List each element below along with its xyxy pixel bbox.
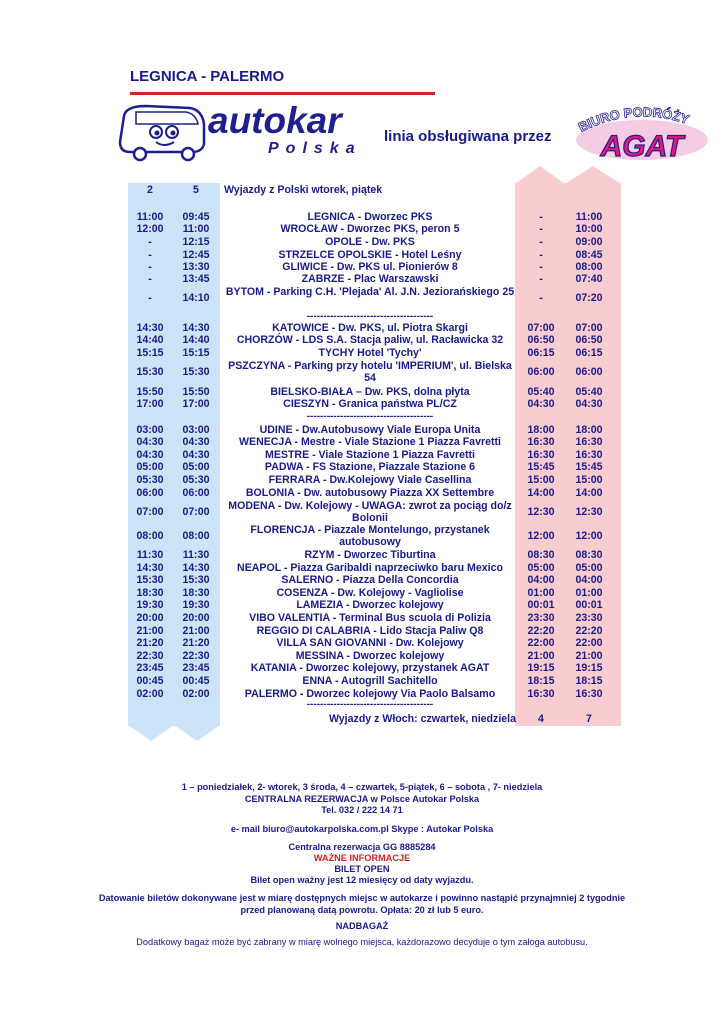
stop-name: RZYM - Dworzec Tiburtina [304,549,436,561]
stop-name: VILLA SAN GIOVANNI - Dw. Kolejowy [276,637,464,649]
return-time-a: - [539,223,543,235]
outbound-time-b: 14:40 [182,334,210,346]
stop-name: FLORENCJA - Piazzale Montelungo, przystanek autobusowy [250,524,490,548]
return-time-b: 00:01 [575,599,603,611]
stop-name: BYTOM - Parking C.H. 'Plejada' Al. J.N. Jeziorańskiego 25 [225,286,515,298]
outbound-time-b: 23:45 [182,662,210,674]
autokar-polska-logo [116,100,366,162]
outbound-time-b: 04:30 [182,449,210,461]
return-time-b: 15:45 [575,461,603,473]
return-time-b: 19:15 [575,662,603,674]
outbound-time-a: 11:00 [136,211,164,223]
important-heading: WAŻNE INFORMACJE [313,853,411,863]
service-text: linia obsługiwana przez [384,128,552,145]
stop-name: MODENA - Dw. Kolejowy - UWAGA: zwrot za pociąg do/z Bolonii [228,500,512,524]
partner-name: AGAT [600,130,684,163]
return-time-b: 04:00 [575,574,603,586]
stop-name: BOLONIA - Dw. autobusowy Piazza XX Settembre [245,487,495,499]
outbound-time-b: 13:45 [182,273,210,285]
outbound-day-a: 2 [147,184,153,196]
return-time-b: 23:30 [575,612,603,624]
stop-name: OPOLE - Dw. PKS [325,236,415,248]
return-time-a: 16:30 [527,436,555,448]
return-time-b: 21:00 [575,650,603,662]
outbound-time-a: 23:45 [136,662,164,674]
outbound-time-a: 21:20 [136,637,164,649]
return-time-b: 05:00 [575,562,603,574]
outbound-time-a: 06:00 [136,487,164,499]
return-time-a: 06:50 [527,334,555,346]
return-time-b: 01:00 [575,587,603,599]
outbound-time-b: 03:00 [182,424,210,436]
return-time-b: 22:00 [575,637,603,649]
stop-name: ZABRZE - Plac Warszawski [301,273,439,285]
outbound-time-a: 15:30 [136,574,164,586]
return-time-b: 07:40 [575,273,603,285]
stop-name: GLIWICE - Dw. PKS ul. Pionierów 8 [282,261,458,273]
return-time-a: 06:00 [527,366,555,378]
return-time-b: 16:30 [575,449,603,461]
stop-name: PSZCZYNA - Parking przy hotelu 'IMPERIUM', ul. Bielska 54 [228,360,512,384]
luggage-heading: NADBAGAŻ [335,921,389,931]
outbound-time-a: 04:30 [136,436,164,448]
outbound-time-b: 18:30 [182,587,210,599]
return-time-a: 21:00 [527,650,555,662]
return-time-b: 08:00 [575,261,603,273]
return-time-a: 08:30 [527,549,555,561]
stop-name: CIESZYN - Granica państwa PL/CZ [283,398,457,410]
outbound-time-b: 21:20 [182,637,210,649]
return-time-a: 07:00 [527,322,555,334]
return-time-a: - [539,211,543,223]
return-time-a: 14:00 [527,487,555,499]
stop-name: ENNA - Autogrill Sachitello [302,675,438,687]
outbound-time-b: 14:30 [182,322,210,334]
outbound-time-a: - [148,273,152,285]
outbound-time-a: 15:30 [136,366,164,378]
outbound-time-a: 14:30 [136,322,164,334]
outbound-time-a: 17:00 [136,398,164,410]
outbound-time-b: 14:30 [182,562,210,574]
outbound-time-b: 13:30 [182,261,210,273]
stop-name: PADWA - FS Stazione, Piazzale Stazione 6 [264,461,476,473]
outbound-time-a: 20:00 [136,612,164,624]
email-skype: e- mail biuro@autokarpolska.com.pl Skype : Autokar Polska [230,824,494,834]
return-time-b: 08:30 [575,549,603,561]
outbound-time-a: - [148,249,152,261]
outbound-time-b: 00:45 [182,675,210,687]
outbound-time-b: 15:30 [182,366,210,378]
outbound-time-a: 15:15 [136,347,164,359]
return-time-a: 22:20 [527,625,555,637]
outbound-time-b: 09:45 [182,211,210,223]
brand-word: autokar [208,100,342,141]
return-time-b: 07:00 [575,322,603,334]
return-time-a: 15:45 [527,461,555,473]
stop-name: FERRARA - Dw.Kolejowy Viale Casellina [268,474,472,486]
outbound-time-b: 08:00 [182,530,210,542]
return-top-chevrons [515,166,621,184]
stop-name: WROCŁAW - Dworzec PKS, peron 5 [280,223,460,235]
outbound-time-b: 05:30 [182,474,210,486]
outbound-bottom-chevrons [128,725,220,741]
return-time-a: 16:30 [527,688,555,700]
central-reservation: CENTRALNA REZERWACJA w Polsce Autokar Polska [244,794,480,804]
return-time-a: 22:00 [527,637,555,649]
outbound-time-a: 18:30 [136,587,164,599]
return-day-b: 7 [586,713,592,725]
return-time-a: 04:00 [527,574,555,586]
outbound-time-a: 14:30 [136,562,164,574]
outbound-time-a: 08:00 [136,530,164,542]
return-time-b: 06:15 [575,347,603,359]
return-time-a: 04:30 [527,398,555,410]
outbound-time-b: 11:00 [182,223,210,235]
outbound-time-a: 19:30 [136,599,164,611]
separator-2: -------------------------------------- [306,411,434,422]
outbound-time-b: 12:45 [182,249,210,261]
gg-number: Centralna rezerwacja GG 8885284 [288,842,436,852]
return-time-b: 06:00 [575,366,603,378]
outbound-time-b: 22:30 [182,650,210,662]
outbound-time-b: 06:00 [182,487,210,499]
return-time-a: 19:15 [527,662,555,674]
outbound-time-b: 21:00 [182,625,210,637]
return-day-a: 4 [538,713,544,725]
outbound-time-b: 04:30 [182,436,210,448]
return-time-b: 04:30 [575,398,603,410]
return-time-a: 18:15 [527,675,555,687]
stop-name: NEAPOL - Piazza Garibaldi naprzeciwko baru Mexico [237,562,503,574]
outbound-time-a: 11:30 [136,549,164,561]
outbound-time-a: - [148,292,152,304]
open-ticket-heading: BILET OPEN [334,864,390,874]
outbound-time-a: 03:00 [136,424,164,436]
return-time-a: 00:01 [527,599,555,611]
brand-sub: Polska [268,140,362,157]
return-time-b: 22:20 [575,625,603,637]
return-time-a: 15:00 [527,474,555,486]
return-time-a: 12:00 [527,530,555,542]
return-time-a: - [539,261,543,273]
outbound-time-b: 17:00 [182,398,210,410]
return-time-b: 16:30 [575,688,603,700]
separator-3: -------------------------------------- [306,699,434,710]
return-time-b: 12:00 [575,530,603,542]
partner-arc-text: BIURO PODRÓŻY [575,104,692,135]
return-time-a: - [539,273,543,285]
return-time-b: 15:00 [575,474,603,486]
outbound-time-b: 15:30 [182,574,210,586]
stop-name: TYCHY Hotel 'Tychy' [318,347,422,359]
outbound-time-a: 05:30 [136,474,164,486]
return-time-a: - [539,249,543,261]
return-time-a: - [539,236,543,248]
return-time-b: 10:00 [575,223,603,235]
stop-name: LAMEZIA - Dworzec kolejowy [296,599,444,611]
route-title: LEGNICA - PALERMO [130,68,285,85]
luggage-info: Dodatkowy bagaż może być zabrany w miarę wolnego miejsca, każdorazowo decyduje o tym załoga autobusu. [136,937,588,947]
outbound-time-b: 11:30 [182,549,210,561]
return-time-a: 05:40 [527,386,555,398]
outbound-days-label: Wyjazdy z Polski wtorek, piątek [224,184,383,196]
outbound-time-a: 22:30 [136,650,164,662]
outbound-time-a: 12:00 [136,223,164,235]
outbound-time-a: 07:00 [136,506,164,518]
stop-name: SALERNO - Piazza Della Concordia [281,574,459,586]
stop-name: WENECJA - Mestre - Viale Stazione 1 Piazza Favretti [239,436,501,448]
stop-name: PALERMO - Dworzec kolejowy Via Paolo Balsamo [244,688,496,700]
return-time-b: 09:00 [575,236,603,248]
outbound-time-b: 15:50 [182,386,210,398]
open-ticket-info: Bilet open ważny jest 12 miesięcy od daty wyjazdu. [250,875,474,885]
return-time-a: 23:30 [527,612,555,624]
outbound-time-a: 04:30 [136,449,164,461]
phone: Tel. 032 / 222 14 71 [321,805,403,815]
title-divider [130,92,435,95]
return-time-a: 12:30 [527,506,555,518]
stop-name: MESTRE - Viale Stazione 1 Piazza Favretti [265,449,475,461]
outbound-time-a: - [148,236,152,248]
outbound-time-b: 19:30 [182,599,210,611]
return-time-a: 05:00 [527,562,555,574]
outbound-time-b: 02:00 [182,688,210,700]
stop-name: UDINE - Dw.Autobusowy Viale Europa Unita [259,424,481,436]
return-time-b: 08:45 [575,249,603,261]
return-time-a: 01:00 [527,587,555,599]
stop-name: VIBO VALENTIA - Terminal Bus scuola di Polizia [249,612,491,624]
return-time-b: 05:40 [575,386,603,398]
stop-name: KATOWICE - Dw. PKS, ul. Piotra Skargi [272,322,468,334]
return-time-b: 12:30 [575,506,603,518]
outbound-time-b: 12:15 [182,236,210,248]
return-time-a: 18:00 [527,424,555,436]
outbound-time-a: 05:00 [136,461,164,473]
outbound-time-b: 20:00 [182,612,210,624]
dating-info-1: Datowanie biletów dokonywane jest w miarę dostępnych miejsc w autokarze i powinno nastąpić przynajmniej 2 tygodnie [98,893,626,903]
return-time-a: 06:15 [527,347,555,359]
stop-name: COSENZA - Dw. Kolejowy - Vagliolise [276,587,464,599]
days-legend: 1 – poniedziałek, 2- wtorek, 3 środa, 4 – czwartek, 5-piątek, 6 – sobota , 7- niedziela [181,782,543,792]
stop-name: KATANIA - Dworzec kolejowy, przystanek AGAT [250,662,490,674]
stop-name: CHORZÓW - LDS S.A. Stacja paliw, ul. Racławicka 32 [236,334,504,346]
return-time-b: 16:30 [575,436,603,448]
return-time-b: 06:50 [575,334,603,346]
outbound-time-b: 07:00 [182,506,210,518]
outbound-time-b: 14:10 [182,292,210,304]
stop-name: REGGIO DI CALABRIA - Lido Stacja Paliw Q8 [256,625,484,637]
outbound-day-b: 5 [193,184,199,196]
agat-logo [560,104,720,164]
return-time-b: 11:00 [575,211,603,223]
return-days-label: Wyjazdy z Włoch: czwartek, niedziela [328,713,516,725]
outbound-time-b: 05:00 [182,461,210,473]
return-time-a: - [539,292,543,304]
outbound-time-a: - [148,261,152,273]
stop-name: MESSINA - Dworzec kolejowy [295,650,445,662]
stop-name: STRZELCE OPOLSKIE - Hotel Leśny [278,249,462,261]
return-time-b: 07:20 [575,292,603,304]
outbound-time-a: 15:50 [136,386,164,398]
outbound-time-a: 21:00 [136,625,164,637]
stop-name: LEGNICA - Dworzec PKS [307,211,433,223]
outbound-time-b: 15:15 [182,347,210,359]
outbound-time-a: 00:45 [136,675,164,687]
outbound-time-a: 14:40 [136,334,164,346]
bus-mascot-icon [116,102,208,162]
return-time-b: 18:00 [575,424,603,436]
return-time-b: 18:15 [575,675,603,687]
return-time-a: 16:30 [527,449,555,461]
return-time-b: 14:00 [575,487,603,499]
separator-1: -------------------------------------- [306,311,434,322]
dating-info-2: przed planowaną datą powrotu. Opłata: 20 zł lub 5 euro. [240,905,484,915]
outbound-time-a: 02:00 [136,688,164,700]
stop-name: BIELSKO-BIAŁA – Dw. PKS, dolna płyta [270,386,470,398]
